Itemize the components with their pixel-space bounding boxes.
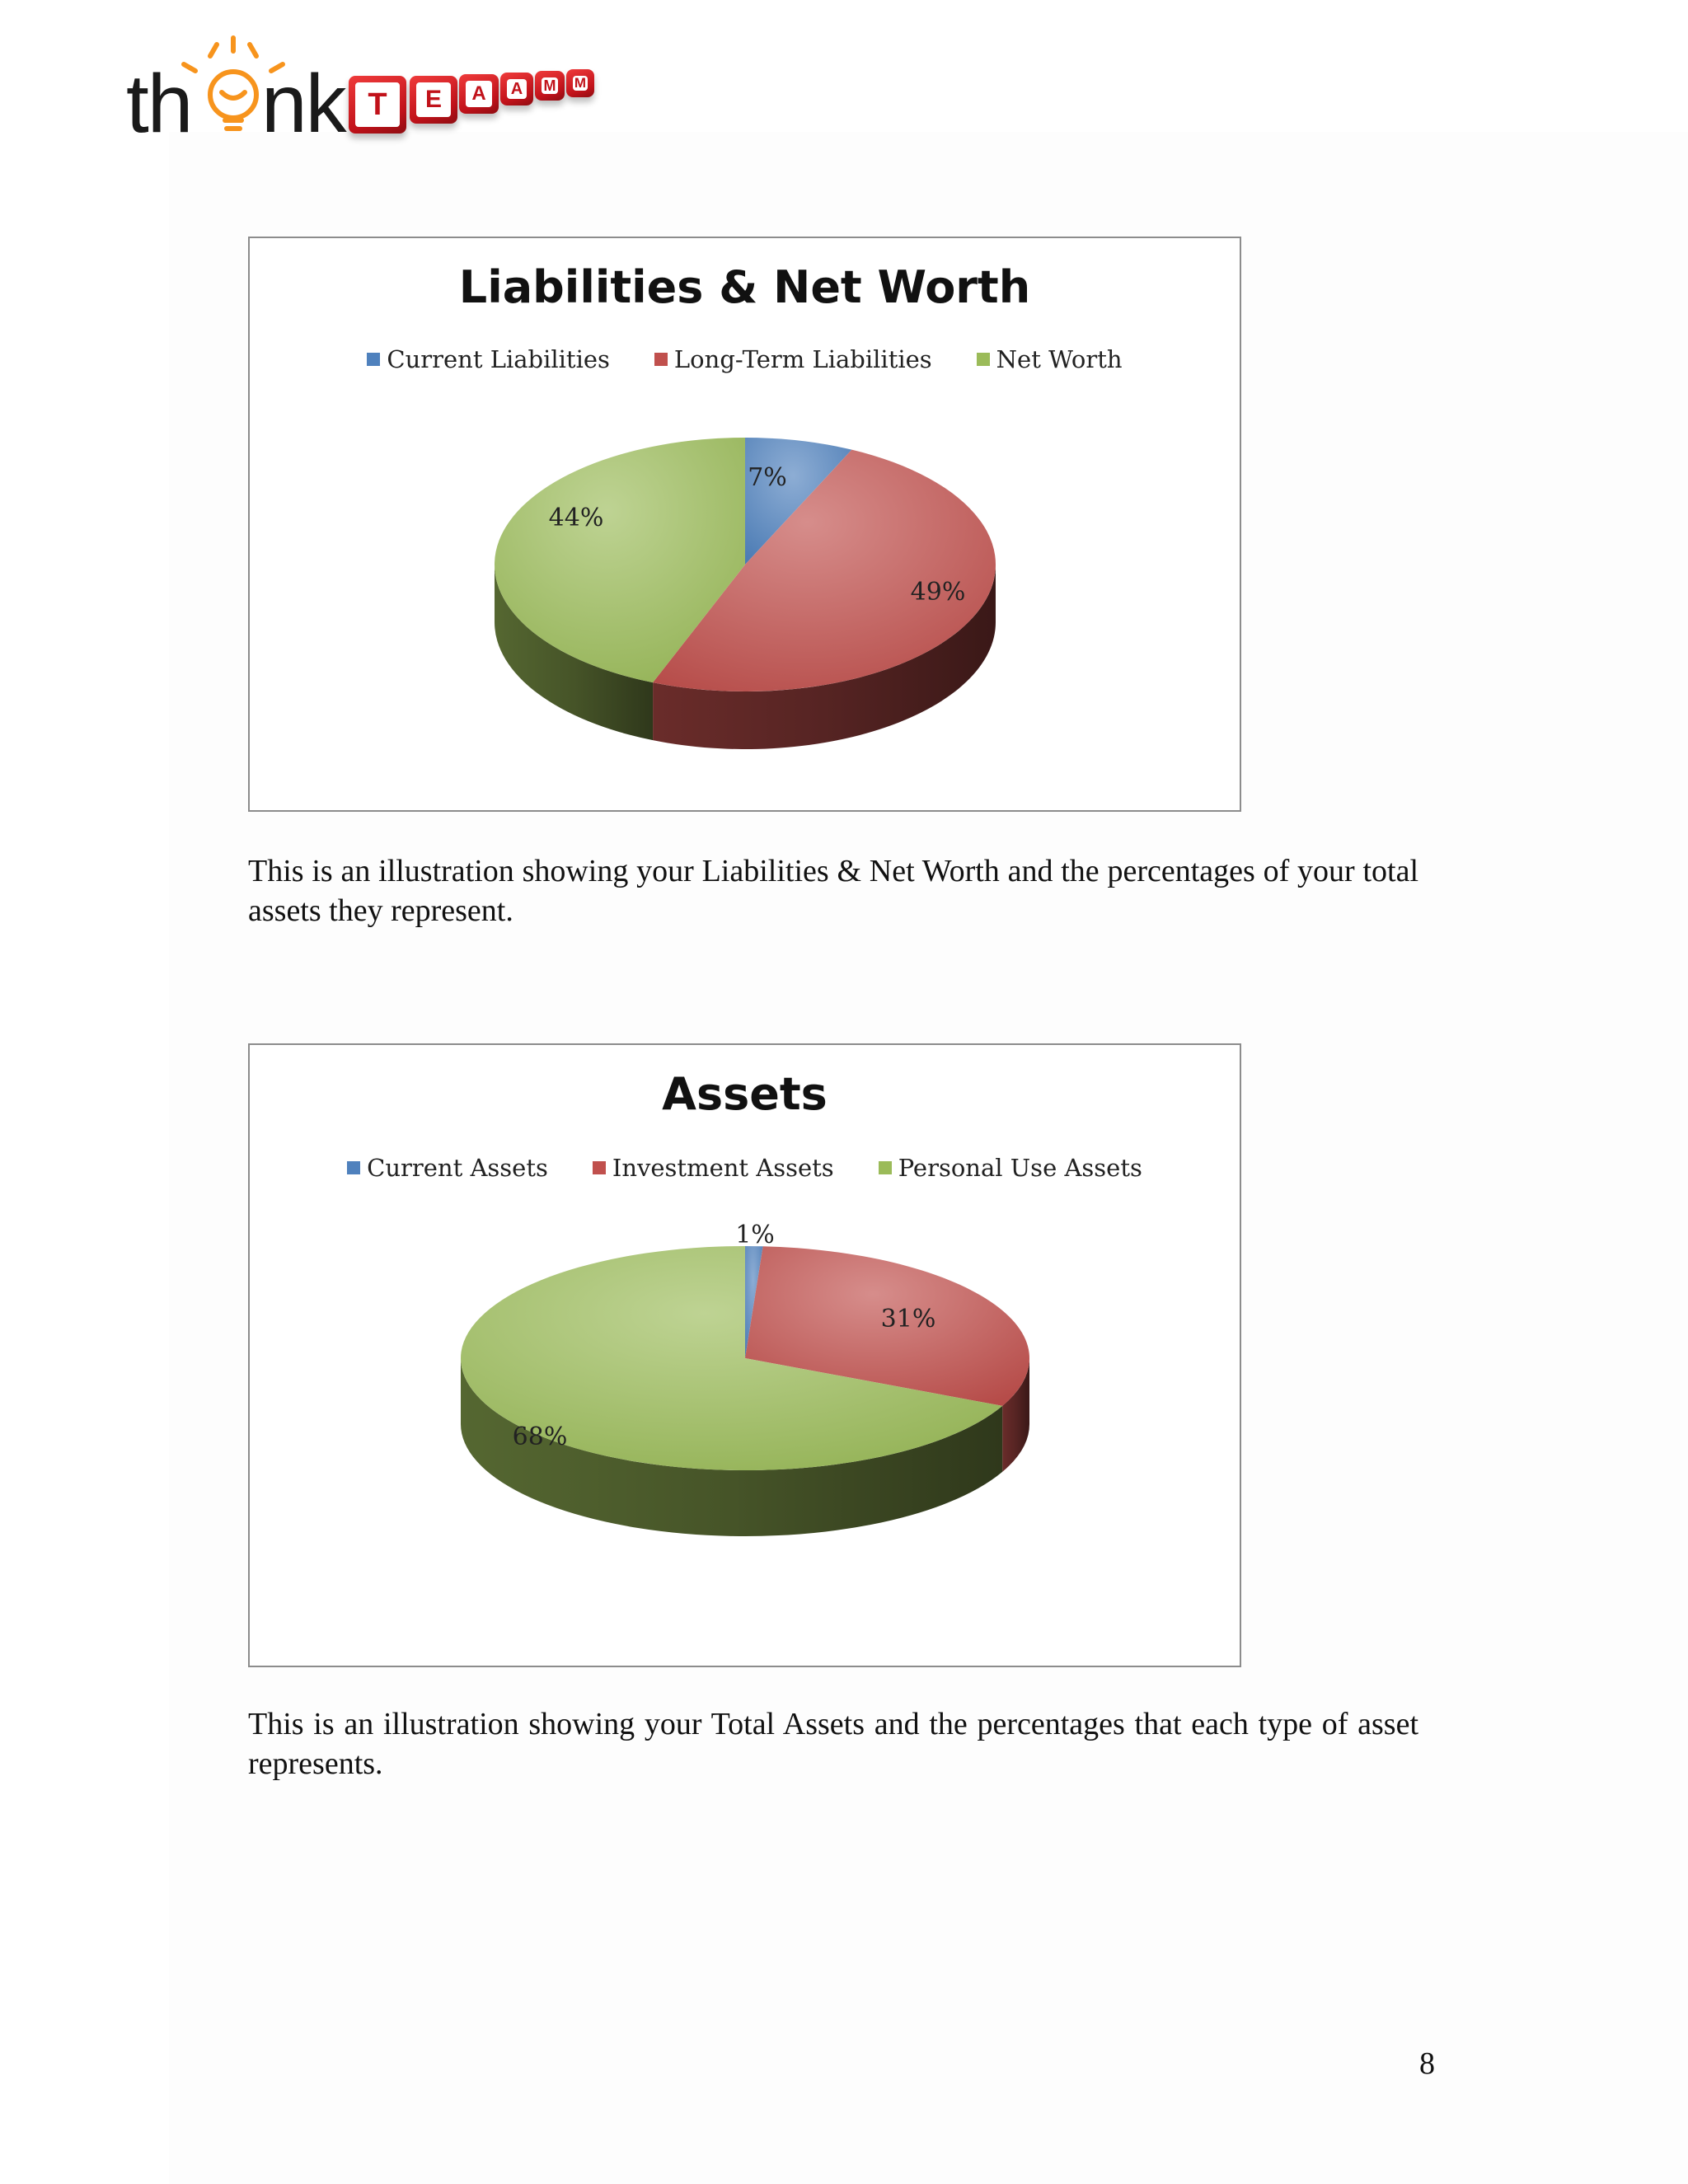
logo-cube-m1: M	[535, 71, 565, 101]
pie-plot-area	[250, 238, 1240, 810]
legend-label: Personal Use Assets	[898, 1154, 1142, 1182]
liabilities-networth-chart	[248, 237, 1241, 812]
legend-label: Investment Assets	[612, 1154, 834, 1182]
legend-label: Long-Term Liabilities	[673, 345, 932, 373]
data-label: 49%	[910, 578, 966, 607]
caption-liabilities: This is an illustration showing your Liabilities & Net Worth and the percentages of your total assets they represent.	[248, 854, 1418, 928]
chart-title: Liabilities & Net Worth	[458, 261, 1031, 313]
legend-label: Current Liabilities	[387, 345, 610, 373]
think-teaamm-logo	[120, 33, 606, 157]
data-label: 1%	[735, 1221, 775, 1249]
data-label: 31%	[880, 1305, 936, 1333]
logo-cube-t: T	[349, 76, 406, 134]
pie-plot-area	[250, 1045, 1240, 1666]
data-label: 68%	[512, 1422, 568, 1451]
chart-title: Assets	[662, 1068, 828, 1120]
assets-chart	[248, 1043, 1241, 1667]
logo-cube-a2: A	[500, 73, 533, 105]
data-label: 7%	[748, 463, 787, 492]
logo-cube-a1: A	[459, 74, 499, 114]
logo-word-th: th	[126, 58, 192, 150]
logo-word-nk: nk	[261, 58, 345, 150]
legend-label: Net Worth	[996, 345, 1123, 373]
caption-assets: This is an illustration showing your Total Assets and the percentages that each type of asset represents.	[248, 1707, 1418, 1781]
page-number: 8	[1419, 2046, 1435, 2081]
logo-cube-m2: M	[566, 69, 594, 97]
data-label: 44%	[548, 504, 604, 532]
legend-label: Current Assets	[367, 1154, 548, 1182]
logo-cube-e: E	[410, 76, 457, 124]
